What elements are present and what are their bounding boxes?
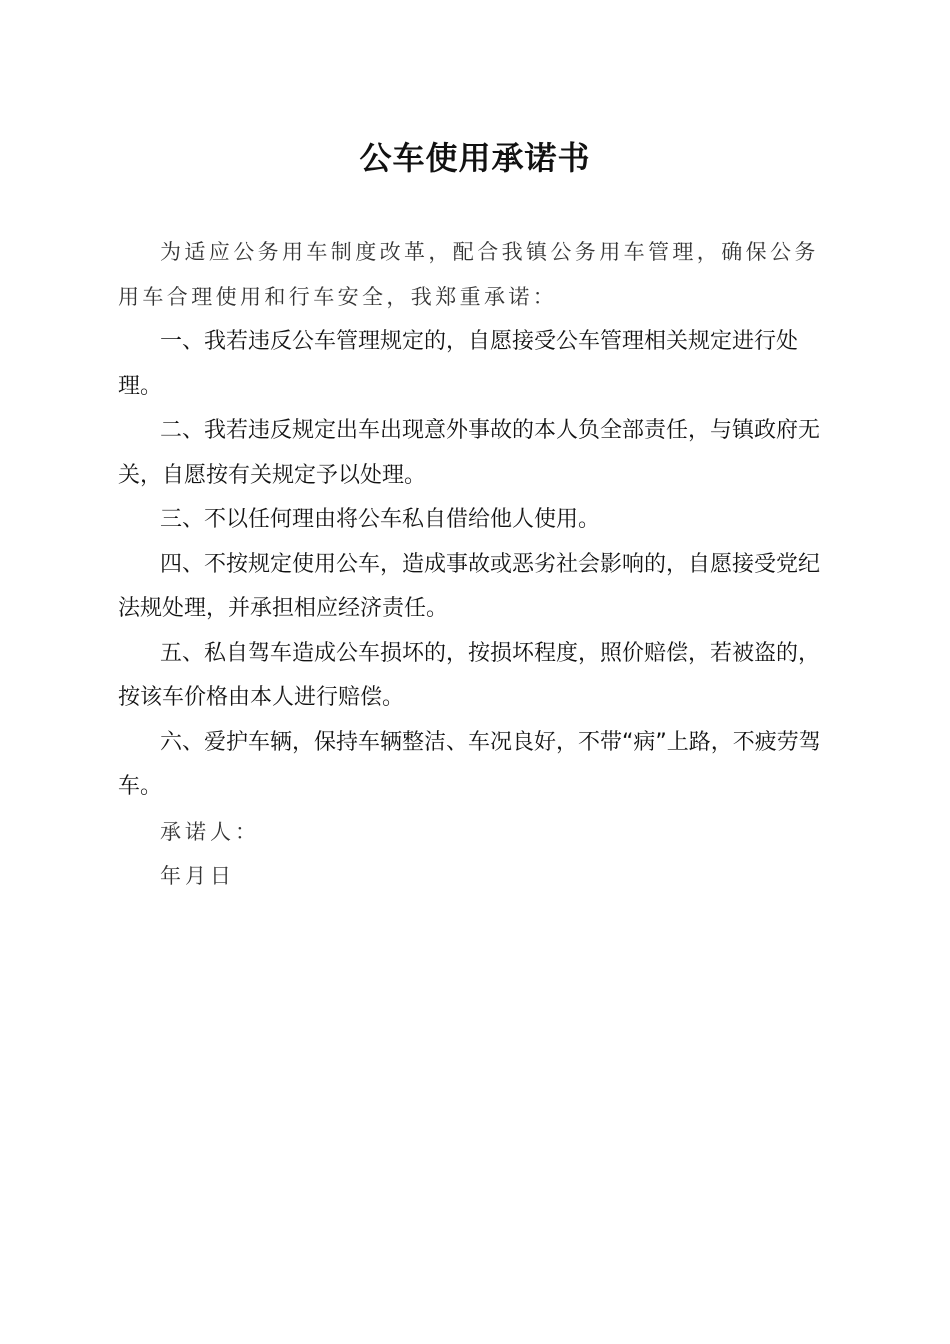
clause-2: 二、我若违反规定出车出现意外事故的本人负全部责任，与镇政府无关，自愿按有关规定予以处理。 bbox=[118, 418, 821, 488]
clause-6: 六、爱护车辆，保持车辆整洁、车况良好，不带“病”上路，不疲劳驾车。 bbox=[118, 729, 821, 799]
commitment-clauses bbox=[118, 320, 840, 810]
date-label: 年月日 bbox=[160, 864, 235, 888]
clause-4: 四、不按规定使用公车，造成事故或恶劣社会影响的，自愿接受党纪法规处理，并承担相应经济责任。 bbox=[118, 551, 821, 621]
document-title: 公车使用承诺书 bbox=[359, 139, 591, 177]
clause-1: 一、我若违反公车管理规定的，自愿接受公车管理相关规定进行处理。 bbox=[118, 329, 799, 399]
clause-3: 三、不以任何理由将公车私自借给他人使用。 bbox=[160, 507, 601, 532]
intro-paragraph: 为适应公务用车制度改革，配合我镇公务用车管理，确保公务用车合理使用和行车安全，我郑重承诺： bbox=[118, 240, 819, 309]
clause-5: 五、私自驾车造成公车损坏的，按损坏程度，照价赔偿，若被盗的，按该车价格由本人进行赔偿。 bbox=[118, 640, 821, 710]
signer-label: 承诺人： bbox=[160, 820, 260, 844]
